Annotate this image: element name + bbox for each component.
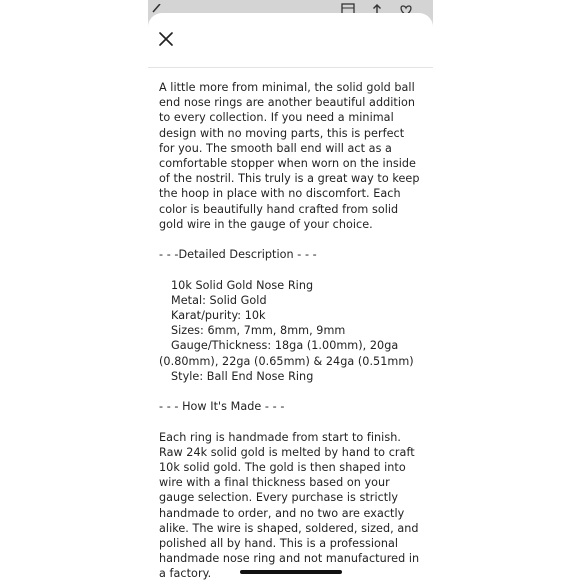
left-margin bbox=[0, 0, 148, 580]
spec-item: Style: Ball End Nose Ring bbox=[171, 369, 314, 383]
sheet-header bbox=[148, 13, 433, 68]
spec-item: Gauge/Thickness: 18ga (1.00mm), 20ga (0.80mm), 22ga (0.65mm) & 24ga (0.51mm) bbox=[159, 339, 414, 368]
spec-item: Metal: Solid Gold bbox=[171, 293, 267, 307]
spec-item: Karat/purity: 10k bbox=[171, 309, 266, 323]
home-indicator[interactable] bbox=[240, 570, 342, 574]
right-margin bbox=[433, 0, 580, 580]
description-content bbox=[148, 68, 433, 580]
how-its-made-heading: - - - How It's Made - - - bbox=[159, 400, 285, 414]
close-icon[interactable] bbox=[156, 29, 176, 49]
intro-paragraph: A little more from minimal, the solid gold ball end nose rings are another beautiful addition to every collection. If you need a minimal design with no moving parts, this is perfect for you. The smooth ball end will act as a comfortable stopper when worn on the inside of the nostril. This truly is a great way to keep the hoop in place with no discomfort. Each color is beautifully hand crafted from solid gold wire in the gauge of your choice. bbox=[159, 81, 420, 231]
how-its-made-paragraph: Each ring is handmade from start to finish. Raw 24k solid gold is melted by hand to craft 10k solid gold. The gold is then shaped into wire with a final thickness based on your gauge selection. Every purchase is strictly handmade to order, and no two are exactly alike. The wire is shaped, soldered, sized, and polished all by hand. This is a professional handmade nose ring and not manufactured in a factory. bbox=[159, 430, 420, 580]
description-sheet bbox=[148, 13, 433, 580]
spec-item: 10k Solid Gold Nose Ring bbox=[171, 278, 314, 292]
spec-item: Sizes: 6mm, 7mm, 8mm, 9mm bbox=[171, 324, 346, 338]
phone-screen bbox=[148, 0, 433, 580]
spec-list bbox=[159, 278, 421, 384]
detailed-description-heading: - - -Detailed Description - - - bbox=[159, 248, 317, 262]
